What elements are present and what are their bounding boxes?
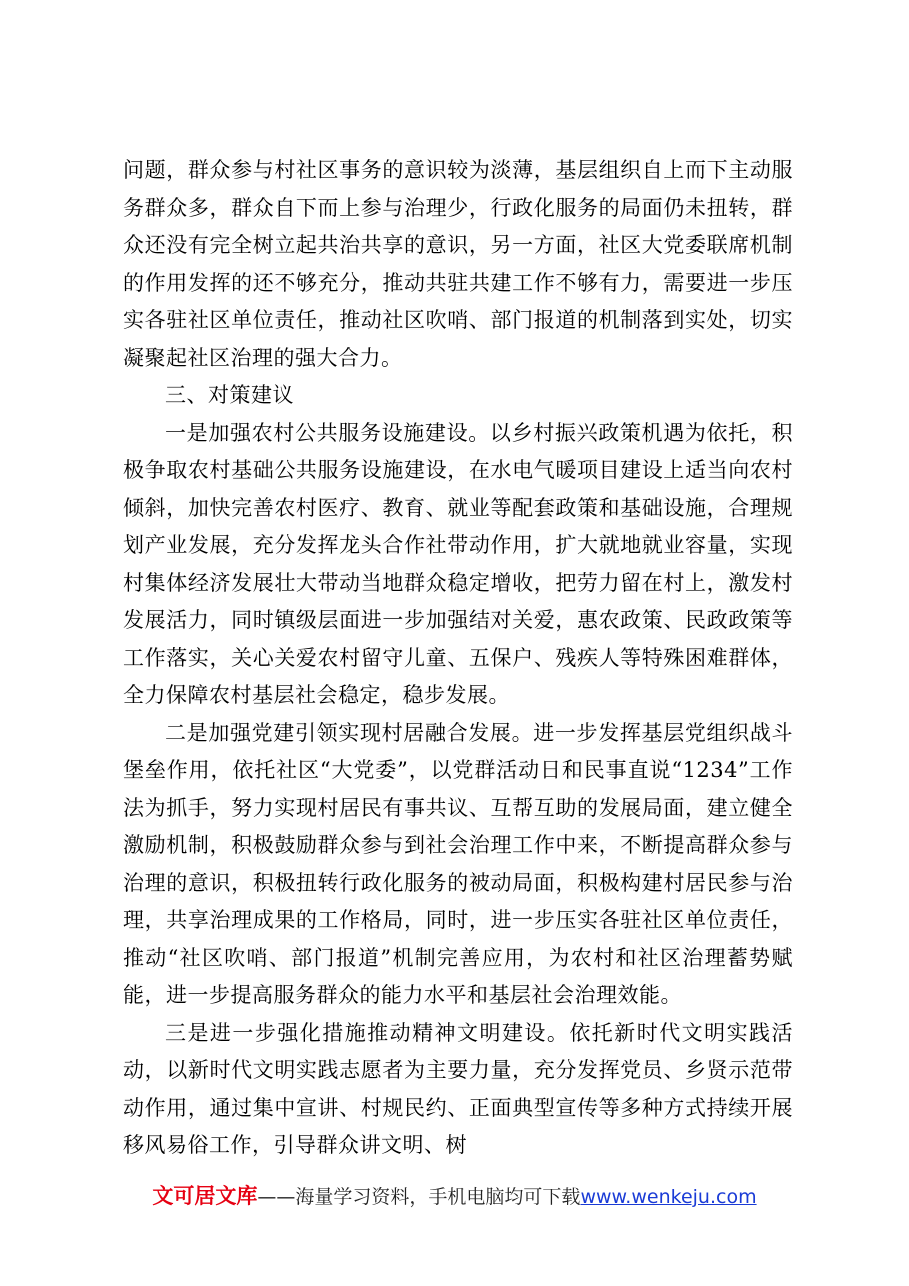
footer-watermark (0, 1180, 909, 1210)
paragraph-suggestion-1 (123, 415, 793, 715)
section-heading: 三、对策建议 (165, 383, 294, 407)
suggestion-1-lead: 一是加强农村公共服务设施建设。 (165, 420, 490, 445)
suggestion-3-lead: 三是进一步强化措施推动精神文明建设。 (165, 1020, 570, 1045)
suggestion-1-body: 以乡村振兴政策机遇为依托，积极争取农村基础公共服务设施建设，在水电气暖项目建设上适当向农村倾斜，加快完善农村医疗、教育、就业等配套政策和基础设施，合理规划产业发展，充分发挥龙头合作社带动作用，扩大就地就业容量，实现村集体经济发展壮大带动当地群众稳定增收，把劳力留在村上，激发村发展活力，同时镇级层面进一步加强结对关爱，惠农政策、民政政策等工作落实，关心关爱农村留守儿童、五保户、残疾人等特殊困难群体，全力保障农村基层社会稳定，稳步发展。 (123, 420, 794, 707)
suggestion-3-body: 依托新时代文明实践活动，以新时代文明实践志愿者为主要力量，充分发挥党员、乡贤示范带动作用，通过集中宣讲、村规民约、正面典型宣传等多种方式持续开展移风易俗工作，引导群众讲文明、树 (123, 1020, 794, 1157)
footer-brand: 文可居文库 (152, 1184, 258, 1208)
footer-tagline: ——海量学习资料，手机电脑均可下载 (257, 1186, 581, 1208)
paragraph-problem-continued: 问题，群众参与村社区事务的意识较为淡薄，基层组织自上而下主动服务群众多，群众自下而上参与治理少，行政化服务的局面仍未扭转，群众还没有完全树立起共治共享的意识，另一方面，社区大党委联席机制的作用发挥的还不够充分，推动共驻共建工作不够有力，需要进一步压实各驻社区单位责任，推动社区吹哨、部门报道的机制落到实处，切实凝聚起社区治理的强大合力。 (123, 158, 793, 370)
footer-url-link[interactable]: www.wenkeju.com (580, 1186, 757, 1208)
paragraph-suggestion-2 (123, 715, 793, 1015)
suggestion-2-lead: 二是加强党建引领实现村居融合发展。 (165, 720, 534, 745)
paragraph-suggestion-3 (123, 1015, 793, 1165)
suggestion-2-body: 进一步发挥基层党组织战斗堡垒作用，依托社区“大党委”，以党群活动日和民事直说“1234”工作法为抓手，努力实现村居民有事共议、互帮互助的发展局面，建立健全激励机制，积极鼓励群众参与到社会治理工作中来，不断提高群众参与治理的意识，积极扭转行政化服务的被动局面，积极构建村居民参与治理，共享治理成果的工作格局，同时，进一步压实各驻社区单位责任，推动“社区吹哨、部门报道”机制完善应用，为农村和社区治理蓄势赋能，进一步提高服务群众的能力水平和基层社会治理效能。 (123, 720, 794, 1007)
document-body (123, 152, 793, 1165)
